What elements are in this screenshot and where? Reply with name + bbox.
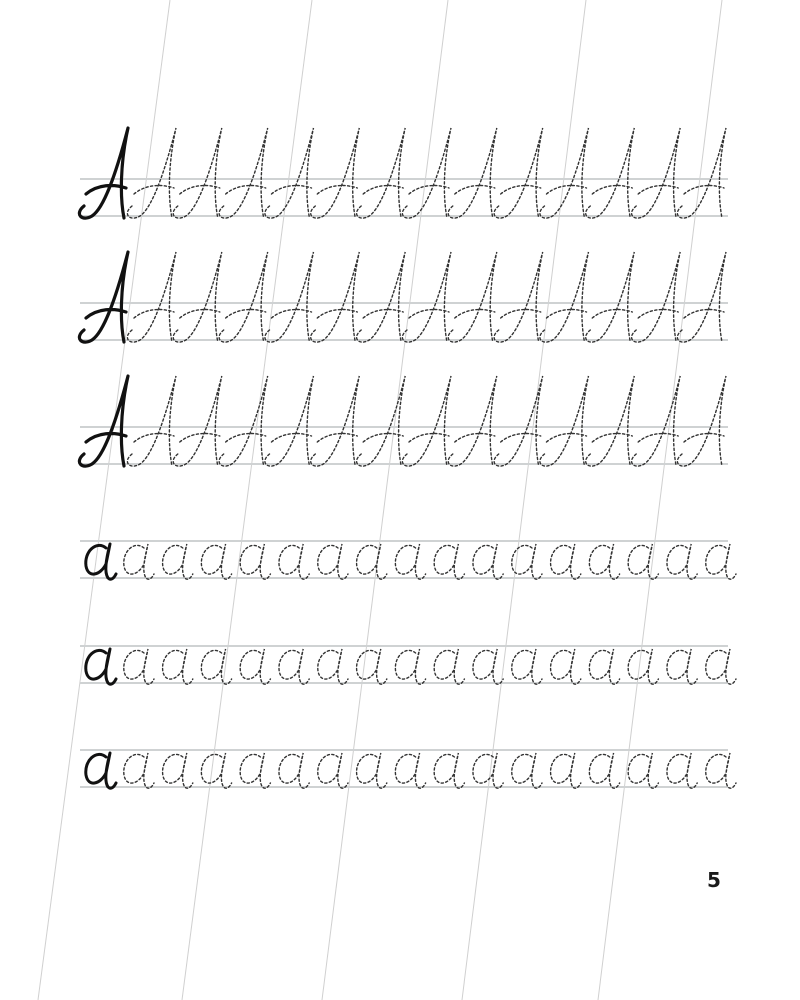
trace-letter-a[interactable]: [706, 649, 736, 684]
trace-letter-a[interactable]: [628, 753, 658, 788]
trace-letter-A[interactable]: [448, 376, 497, 466]
trace-letter-a[interactable]: [279, 544, 309, 579]
trace-letter-A[interactable]: [677, 376, 726, 466]
trace-letter-A[interactable]: [677, 128, 726, 218]
trace-letter-a[interactable]: [124, 649, 154, 684]
trace-letter-a[interactable]: [706, 544, 736, 579]
trace-letter-A[interactable]: [494, 376, 543, 466]
model-letter-a: [86, 649, 116, 684]
trace-letter-A[interactable]: [311, 128, 360, 218]
trace-letter-A[interactable]: [357, 376, 406, 466]
trace-letter-A[interactable]: [586, 252, 635, 342]
trace-letter-a[interactable]: [240, 544, 270, 579]
trace-letter-a[interactable]: [667, 753, 697, 788]
trace-letter-A[interactable]: [357, 128, 406, 218]
trace-letter-a[interactable]: [473, 649, 503, 684]
trace-letter-a[interactable]: [279, 753, 309, 788]
trace-letter-a[interactable]: [279, 649, 309, 684]
trace-letter-a[interactable]: [473, 544, 503, 579]
trace-letter-a[interactable]: [163, 649, 193, 684]
trace-letter-a[interactable]: [667, 649, 697, 684]
trace-letter-a[interactable]: [473, 753, 503, 788]
trace-letter-a[interactable]: [628, 649, 658, 684]
trace-letter-a[interactable]: [124, 753, 154, 788]
lowercase-a-practice-row: [80, 541, 736, 579]
slant-guide-line: [598, 0, 722, 1000]
capital-a-practice-row: [79, 252, 728, 342]
trace-letter-a[interactable]: [667, 544, 697, 579]
capital-a-practice-row: [79, 376, 728, 466]
trace-letter-a[interactable]: [589, 544, 619, 579]
trace-letter-A[interactable]: [448, 128, 497, 218]
trace-letter-a[interactable]: [201, 753, 231, 788]
slant-guide-line: [322, 0, 448, 1000]
trace-letter-a[interactable]: [240, 649, 270, 684]
trace-letter-a[interactable]: [551, 753, 581, 788]
practice-rows: [79, 128, 736, 788]
trace-letter-A[interactable]: [632, 252, 681, 342]
trace-letter-a[interactable]: [551, 544, 581, 579]
trace-letter-A[interactable]: [494, 252, 543, 342]
trace-letter-a[interactable]: [434, 649, 464, 684]
trace-letter-A[interactable]: [632, 376, 681, 466]
trace-letter-A[interactable]: [219, 376, 268, 466]
trace-letter-A[interactable]: [586, 376, 635, 466]
trace-letter-a[interactable]: [589, 649, 619, 684]
trace-letter-a[interactable]: [240, 753, 270, 788]
model-letter-a: [86, 544, 116, 579]
trace-letter-A[interactable]: [402, 128, 451, 218]
trace-letter-A[interactable]: [219, 128, 268, 218]
trace-letter-A[interactable]: [311, 376, 360, 466]
trace-letter-A[interactable]: [632, 128, 681, 218]
trace-letter-A[interactable]: [173, 128, 222, 218]
slant-guide-line: [462, 0, 586, 1000]
trace-letter-a[interactable]: [512, 753, 542, 788]
slant-guide-line: [182, 0, 312, 1000]
model-letter-A: [79, 128, 128, 218]
slant-guide-line: [38, 0, 170, 1000]
trace-letter-A[interactable]: [265, 376, 314, 466]
trace-letter-A[interactable]: [540, 252, 589, 342]
model-letter-A: [79, 376, 128, 466]
trace-letter-a[interactable]: [434, 544, 464, 579]
trace-letter-a[interactable]: [357, 753, 387, 788]
trace-letter-a[interactable]: [551, 649, 581, 684]
lowercase-a-practice-row: [80, 646, 736, 684]
trace-letter-A[interactable]: [311, 252, 360, 342]
trace-letter-A[interactable]: [494, 128, 543, 218]
trace-letter-a[interactable]: [318, 649, 348, 684]
model-letter-A: [79, 252, 128, 342]
trace-letter-a[interactable]: [201, 544, 231, 579]
trace-letter-a[interactable]: [434, 753, 464, 788]
trace-letter-a[interactable]: [124, 544, 154, 579]
slant-guide-lines: [38, 0, 722, 1000]
trace-letter-a[interactable]: [318, 544, 348, 579]
lowercase-a-practice-row: [80, 750, 736, 788]
trace-letter-a[interactable]: [163, 753, 193, 788]
trace-letter-a[interactable]: [395, 544, 425, 579]
trace-letter-A[interactable]: [173, 376, 222, 466]
trace-letter-A[interactable]: [173, 252, 222, 342]
trace-letter-a[interactable]: [357, 649, 387, 684]
trace-letter-A[interactable]: [219, 252, 268, 342]
trace-letter-A[interactable]: [540, 376, 589, 466]
trace-letter-A[interactable]: [402, 252, 451, 342]
trace-letter-a[interactable]: [318, 753, 348, 788]
trace-letter-A[interactable]: [357, 252, 406, 342]
trace-letter-A[interactable]: [402, 376, 451, 466]
trace-letter-a[interactable]: [395, 753, 425, 788]
trace-letter-A[interactable]: [448, 252, 497, 342]
trace-letter-a[interactable]: [706, 753, 736, 788]
page-number: 5: [707, 868, 721, 892]
trace-letter-a[interactable]: [163, 544, 193, 579]
trace-letter-A[interactable]: [586, 128, 635, 218]
trace-letter-a[interactable]: [512, 649, 542, 684]
trace-letter-A[interactable]: [265, 252, 314, 342]
trace-letter-a[interactable]: [589, 753, 619, 788]
model-letter-a: [86, 753, 116, 788]
trace-letter-A[interactable]: [127, 376, 176, 466]
trace-letter-a[interactable]: [395, 649, 425, 684]
trace-letter-a[interactable]: [357, 544, 387, 579]
capital-a-practice-row: [79, 128, 728, 218]
